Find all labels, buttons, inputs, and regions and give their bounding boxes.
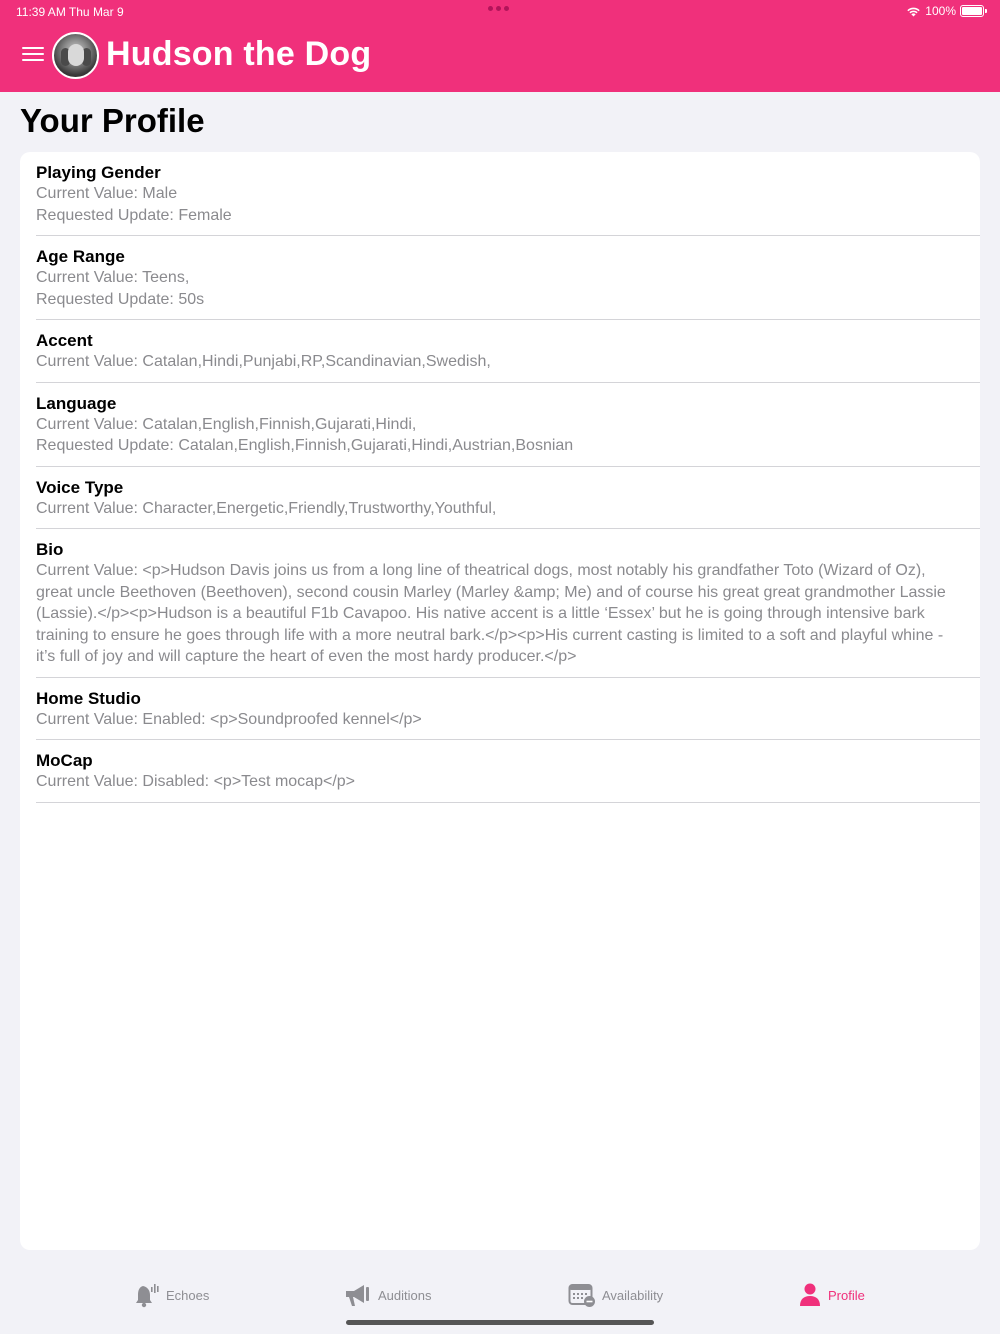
profile-row-language[interactable] bbox=[36, 383, 980, 467]
profile-row-voice-type[interactable] bbox=[36, 467, 980, 530]
row-value: Current Value: Disabled: <p>Test mocap</p> bbox=[36, 773, 355, 790]
tab-label: Auditions bbox=[378, 1287, 432, 1303]
row-label: Voice Type bbox=[36, 477, 124, 497]
row-value: Requested Update: Catalan,English,Finnish,Gujarati,Hindi,Austrian,Bosnian bbox=[36, 437, 574, 454]
profile-row-accent[interactable] bbox=[36, 320, 980, 383]
wifi-icon bbox=[906, 6, 921, 17]
battery-percent: 100% bbox=[925, 4, 956, 18]
tab-profile[interactable] bbox=[798, 1282, 865, 1308]
home-indicator[interactable] bbox=[346, 1320, 654, 1325]
tab-auditions[interactable] bbox=[344, 1282, 431, 1308]
calendar-icon bbox=[568, 1282, 596, 1308]
row-value: Current Value: <p>Hudson Davis joins us from a long line of theatrical dogs, most notably his grandfather Toto (Wizard of Oz), great uncle Beethoven (Beethoven), second cousin Marley (Marley &amp; Me) and of course his great great grandmother Lassie (Lassie).</p><p>Hudson is a beautiful F1b Cavapoo. His native accent is a little ‘Essex’ but he is going through intensive bark training to ensure he goes through life with a more neutral bark.</p><p>His current casting is limited to a soft and playful whine - it’s full of joy and will capture the heart of even the most hardy producer.</p> bbox=[36, 562, 946, 665]
person-icon bbox=[798, 1282, 822, 1308]
page-title: Your Profile bbox=[20, 102, 205, 139]
bell-wave-icon bbox=[134, 1282, 160, 1308]
row-value: Current Value: Male bbox=[36, 185, 178, 202]
profile-row-home-studio[interactable] bbox=[36, 678, 980, 741]
profile-row-playing-gender[interactable] bbox=[36, 152, 980, 236]
tab-label: Echoes bbox=[166, 1287, 210, 1303]
status-time: 11:39 AM Thu Mar 9 bbox=[16, 5, 124, 19]
profile-row-bio[interactable] bbox=[36, 529, 980, 678]
row-value: Current Value: Catalan,English,Finnish,Gujarati,Hindi, bbox=[36, 415, 417, 433]
profile-row-mocap[interactable] bbox=[36, 740, 980, 803]
app-title: Hudson the Dog bbox=[106, 35, 372, 73]
megaphone-icon bbox=[344, 1282, 372, 1308]
row-label: Bio bbox=[36, 540, 64, 559]
status-bar bbox=[0, 0, 1000, 24]
tab-label: Availability bbox=[602, 1287, 664, 1303]
navigation-header bbox=[0, 0, 1000, 92]
row-label: Accent bbox=[36, 331, 93, 350]
row-label: MoCap bbox=[36, 751, 93, 770]
row-value: Current Value: Character,Energetic,Friendly,Trustworthy,Youthful, bbox=[36, 499, 497, 517]
multitasking-dots-icon[interactable] bbox=[488, 6, 509, 11]
status-indicators bbox=[906, 4, 984, 18]
tab-echoes[interactable] bbox=[134, 1282, 209, 1308]
tab-availability[interactable] bbox=[568, 1282, 663, 1308]
row-value: Requested Update: Female bbox=[36, 206, 232, 224]
row-value: Current Value: Teens, bbox=[36, 269, 190, 286]
row-label: Home Studio bbox=[36, 688, 141, 708]
hamburger-menu-icon[interactable] bbox=[22, 47, 44, 63]
row-label: Language bbox=[36, 393, 117, 413]
row-value: Requested Update: 50s bbox=[36, 290, 205, 308]
avatar[interactable] bbox=[52, 32, 99, 79]
row-value: Current Value: Catalan,Hindi,Punjabi,RP,Scandinavian,Swedish, bbox=[36, 353, 491, 370]
profile-card bbox=[20, 152, 980, 1250]
row-value: Current Value: Enabled: <p>Soundproofed kennel</p> bbox=[36, 710, 422, 728]
battery-icon bbox=[960, 5, 984, 17]
row-label: Playing Gender bbox=[36, 163, 161, 182]
profile-row-age-range[interactable] bbox=[36, 236, 980, 320]
row-label: Age Range bbox=[36, 247, 125, 266]
tab-label: Profile bbox=[828, 1287, 865, 1303]
